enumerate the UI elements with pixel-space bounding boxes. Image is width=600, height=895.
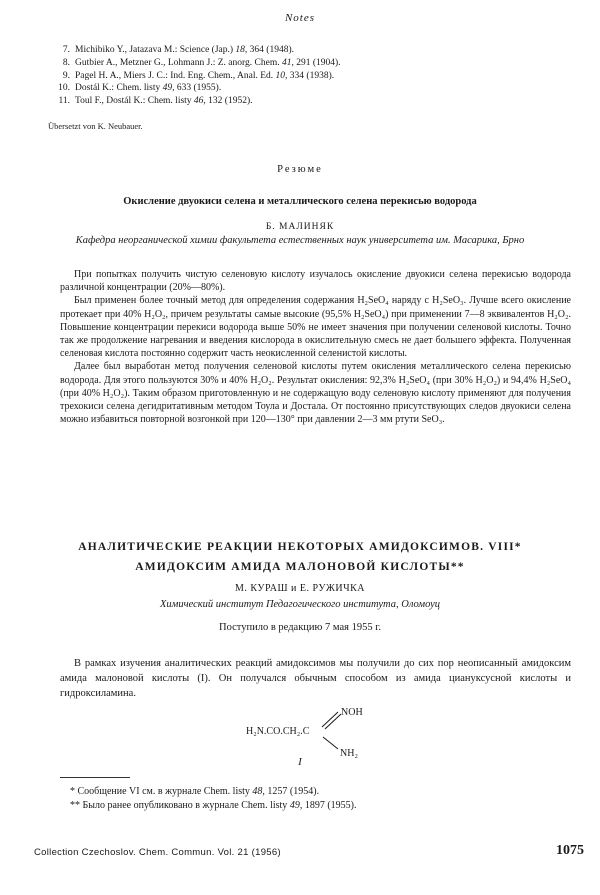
resume-paragraph: При попытках получить чистую селеновую кислоту изучалось окисление двуокиси селена перекисью водорода различной концентрации (20%—80%).: [60, 269, 571, 294]
footnotes: [70, 785, 570, 813]
reference-item: [50, 57, 570, 70]
reference-volume: 10: [275, 70, 286, 81]
reference-rest: , 132 (1952).: [203, 96, 253, 107]
article-authors: М. КУРАШ и Е. РУЖИЧКА: [235, 583, 365, 594]
intro-paragraph: В рамках изучения аналитических реакций амидоксимов мы получили до сих пор неописанный амидоксим амида малоновой кислоты (I). Он получался обычным способом из амида циануксусной кислоты и гидроксиламина.: [60, 658, 571, 699]
resume-paragraph: Был применен более точный метод для определения содержания H₂SeO₄ наряду с H₂SeO₃. Лучше всего окисление протекает при 40% H₂O₂, причем результаты самые высокие (95,5% H₂SeO₄) при применении 7—8 эквивалентов H₂O₂. Повышение концентрации перекиси водорода выше 50% не имеет значения при получении селеновой кислоты. Точно так же продолжение нагревания и введения кислорода в окислительную смесь не дает большего эффекта. Полученная селеновая кислота постоянно содержит часть неокисленной селенистой кислоты.: [60, 295, 571, 360]
reference-number: 7.: [62, 45, 70, 55]
resume-paragraph: Далее был выработан метод получения селеновой кислоты путем окисления металлического селена перекисью водорода. Для этого пользуются 30% и 40% H₂O₂. Результат окисления: 92,3% H₂SeO₄ (при 30% H₂O₂) и 94,4% H₂SeO₄ (при 40% H₂O₂). Таким образом приготовленную и не содержащую воду селеновую кислоту применяют для получения трехокиси селена дегидритативным методом Тоула и Достала. От постоянно присутствующих следов двуокиси селена можно избавиться повторной возгонкой при 120—130° при давлении 2—3 мм ртути SeO₃.: [60, 361, 571, 426]
reference-authors: Gutbier A., Metzner G., Lohmann J.:: [75, 57, 216, 68]
reference-source: Science (Jap.): [179, 45, 234, 55]
translator-credit: Übersetzt von K. Neubauer.: [48, 121, 143, 131]
running-head: Notes: [284, 12, 316, 24]
reference-number: 10.: [58, 83, 70, 94]
reference-rest: , 291 (1904).: [291, 57, 341, 68]
reference-volume: 49: [162, 83, 173, 94]
article-title-line: АМИДОКСИМ АМИДА МАЛОНОВОЙ КИСЛОТЫ**: [135, 561, 465, 573]
article-title-line: АНАЛИТИЧЕСКИЕ РЕАКЦИИ НЕКОТОРЫХ АМИДОКСИМОВ. VIII*: [78, 541, 522, 553]
reference-number: 9.: [62, 70, 70, 81]
footnote-text: Было ранее опубликовано в журнале: [82, 800, 239, 811]
reference-source: Chem. listy: [147, 96, 192, 107]
footnote-item: [70, 785, 570, 799]
reference-rest: , 633 (1955).: [172, 83, 222, 94]
reference-item: [50, 70, 570, 83]
reference-authors: Toul F., Dostál K.:: [75, 96, 146, 107]
resume-heading: Резюме: [277, 164, 323, 175]
footnote-rest: , 1897 (1955).: [299, 800, 357, 811]
journal-citation: Collection Czechoslov. Chem. Commun. Vol. 21 (1956): [34, 847, 281, 858]
article-affiliation: Химический институт Педагогического института, Оломоуц: [159, 599, 441, 610]
footnote-mark: **: [70, 800, 80, 811]
formula-label: I: [298, 756, 302, 768]
footnote-mark: *: [70, 786, 75, 797]
reference-number: 11.: [58, 96, 70, 107]
reference-source: Ind. Eng. Chem., Anal. Ed.: [170, 70, 274, 81]
reference-number: 8.: [62, 57, 70, 68]
reference-rest: , 334 (1938).: [285, 70, 335, 81]
footnote-rule: [60, 777, 130, 778]
article-title: [40, 537, 560, 577]
formula-bond-lower: [323, 737, 338, 749]
footnote-volume: 48: [252, 786, 263, 797]
resume-affiliation: Кафедра неорганической химии факультета естественных наук университета им. Масарика, Брно: [75, 235, 525, 246]
reference-authors: Dostál K.:: [75, 83, 115, 94]
reference-volume: 46: [193, 96, 204, 107]
resume-subtitle: Окисление двуокиси селена и металлического селена перекисью водорода: [123, 196, 477, 207]
reference-volume: 18: [235, 45, 245, 55]
reference-item: [50, 82, 570, 95]
reference-rest: , 364 (1948).: [244, 45, 294, 55]
structural-formula: [246, 704, 386, 764]
footnote-volume: 49: [289, 800, 300, 811]
formula-main: H₂N.CO.CH₂.C: [246, 726, 310, 737]
page-number: 1075: [556, 843, 584, 858]
footnote-rest: , 1257 (1954).: [262, 786, 320, 797]
footnote-text: Сообщение VI см. в журнале: [77, 786, 202, 797]
footnote-item: [70, 799, 570, 813]
reference-authors: Michibiko Y., Jatazava M.:: [75, 45, 178, 55]
footnote-source: Chem. listy: [241, 800, 288, 811]
reference-source: Chem. listy: [116, 83, 161, 94]
received-date: Поступило в редакцию 7 мая 1955 г.: [219, 622, 381, 633]
reference-volume: 41: [281, 57, 292, 68]
reference-source: Z. anorg. Chem.: [217, 57, 280, 68]
reference-list: [50, 44, 570, 108]
page-footer: [34, 843, 584, 863]
formula-oxime-group: NOH: [341, 707, 363, 718]
resume-body: [60, 268, 571, 426]
reference-authors: Pagel H. A., Miers J. C.:: [75, 70, 168, 81]
reference-item: [50, 95, 570, 108]
footnote-source: Chem. listy: [203, 786, 250, 797]
article-intro: [60, 657, 571, 701]
resume-author: Б. МАЛИНЯК: [265, 222, 335, 232]
reference-item: [50, 44, 570, 57]
formula-amine-group: NH₂: [340, 748, 358, 759]
